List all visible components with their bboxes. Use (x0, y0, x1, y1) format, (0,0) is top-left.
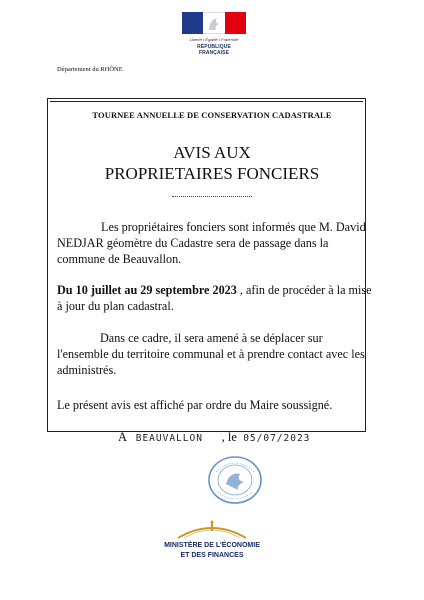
ministry-name-line1: MINISTÈRE DE L'ÉCONOMIE (164, 542, 260, 549)
ministry-name-line2: ET DES FINANCES (180, 552, 244, 559)
paragraph-access: Dans ce cadre, il sera amené à se déplacer sur l'ensemble du territoire communal et à prendre contact avec les administrés. (57, 331, 365, 377)
sign-date: 05/07/2023 (243, 433, 311, 444)
ministry-arc-icon (148, 520, 276, 540)
signature-line (118, 430, 310, 445)
notice-title (0, 142, 424, 184)
ministry-logo (148, 520, 276, 584)
notice-subtitle: TOURNEE ANNUELLE DE CONSERVATION CADASTRALE (92, 110, 332, 120)
paragraph-dates (57, 283, 372, 315)
republic-name: RÉPUBLIQUE FRANÇAISE (197, 44, 231, 56)
sign-prefix: A (118, 430, 127, 444)
republique-francaise-logo (182, 8, 246, 54)
sign-le: , le (221, 430, 237, 444)
republic-motto: Liberté • Égalité • Fraternité (189, 37, 239, 42)
title-divider (172, 196, 252, 197)
survey-period: Du 10 juillet au 29 septembre 2023 (57, 283, 237, 297)
tricolor-flag-icon (182, 12, 246, 34)
sign-place: BEAUVALLON (135, 433, 203, 444)
notice-title-line1: AVIS AUX (173, 143, 251, 162)
paragraph-dates-rest: , afin de procéder à la mise à jour du plan cadastral. (57, 283, 372, 313)
department-label: Département du RHÔNE (57, 66, 123, 73)
paragraph-order: Le présent avis est affiché par ordre du Maire soussigné. (57, 398, 333, 412)
mairie-stamp (206, 454, 264, 506)
notice-title-line2: PROPRIETAIRES FONCIERS (104, 164, 320, 183)
paragraph-surveyor: Les propriétaires fonciers sont informés que M. David NEDJAR géomètre du Cadastre sera de passage dans la commune de Beauvallon. (57, 220, 366, 266)
